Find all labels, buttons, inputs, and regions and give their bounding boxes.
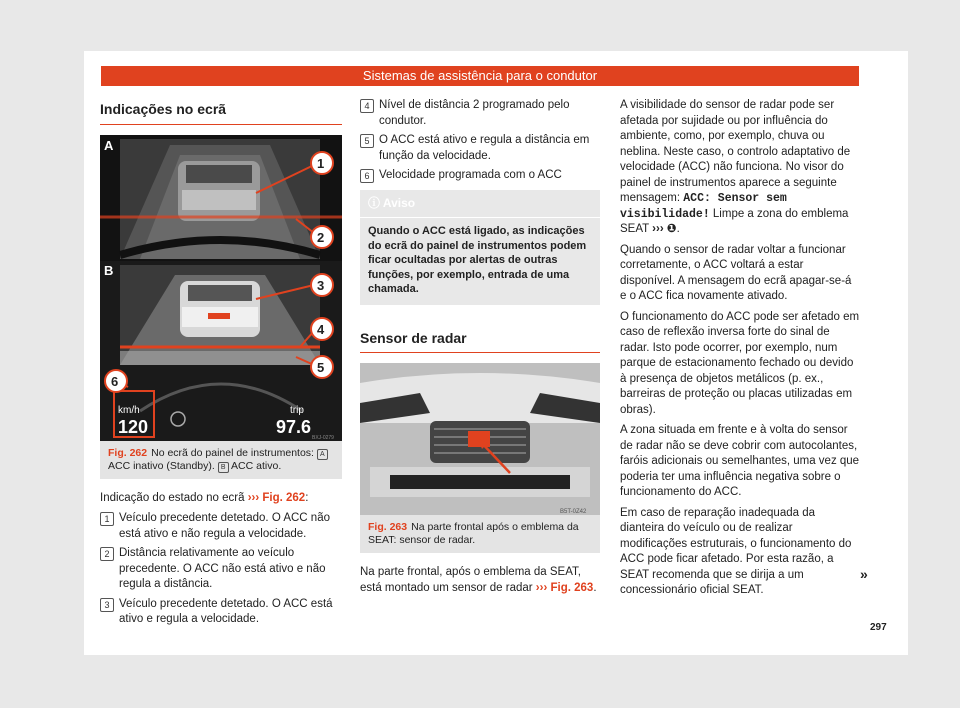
cluster-illustration: [100, 135, 342, 441]
paragraph-recovery: Quando o sensor de radar voltar a funcionar corretamente, o ACC voltará a estar disponível. A mensagem do ecrã apagar-se-á e o ACC fica novamente ativado.: [620, 243, 852, 302]
page-header: Sistemas de assistência para o condutor: [101, 66, 859, 86]
paragraph-visibility: A visibilidade do sensor de radar pode ser afetada por sujidade ou por influência do ambiente, como, por exemplo, chuva ou neblina. Neste caso, o controlo adaptativo de velocidade (ACC) não funciona. No visor do painel de instrumentos aparece a seguinte mensagem: ACC: Sensor sem visibilidade! Limpe a zona do emblema SEAT ››› ❶.: [620, 99, 851, 235]
trip-label: trip: [290, 404, 304, 416]
status-intro: Indicação do estado no ecrã ››› Fig. 262:: [100, 491, 309, 504]
figure-262: [100, 135, 342, 441]
list-item: 6 Velocidade programada com o ACC: [360, 168, 600, 184]
list-item: 3 Veículo precedente detetado. O ACC está ativo e regula a velocidade.: [100, 597, 342, 628]
svg-text:4: 4: [317, 321, 325, 337]
list-item: 4 Nível de distância 2 programado pelo condutor.: [360, 98, 600, 129]
list-item: 5 O ACC está ativo e regula a distância em função da velocidade.: [360, 133, 600, 164]
svg-text:2: 2: [317, 229, 325, 245]
info-icon: ⓘ: [368, 195, 381, 210]
figure-code: BXJ-0279: [312, 434, 334, 441]
section-title-indicacoes: Indicações no ecrã: [100, 98, 342, 125]
paragraph-coverage: A zona situada em frente e à volta do sensor de radar não se deve cobrir com autocolantes, faróis adicionais ou semelhantes, uma vez que poderia ter uma influência negativa sobre o funcionamento do ACC.: [620, 424, 860, 498]
figure-code: B5T-0Z42: [560, 509, 587, 515]
figure-263-caption: Fig. 263 Na parte frontal após o emblema da SEAT: sensor de radar.: [360, 515, 600, 553]
list-item: 1 Veículo precedente detetado. O ACC não está ativo e não regula a velocidade.: [100, 511, 342, 542]
panel-a-label: A: [104, 137, 114, 153]
paragraph-reflection: O funcionamento do ACC pode ser afetado em caso de reflexão inversa forte do sinal de radar. Isto pode ocorrer, por exemplo, num parque de estacionamento fechado ou devido à presença de objetos metálicos (p. ex., barreiras de proteção ou placas utilizadas em obras).: [620, 310, 860, 416]
column-1: [100, 98, 342, 632]
panel-b-label: B: [104, 262, 114, 278]
paragraph-repair: Em caso de reparação inadequada da dianteira do veículo ou de realizar modificações estruturais, o funcionamento do ACC pode ficar afetado. Por esta razão, a SEAT recomenda que se dirija a um concessionário oficial SEAT.: [620, 506, 852, 596]
svg-text:6: 6: [111, 373, 119, 389]
list-item: 2 Distância relativamente ao veículo precedente. O ACC não está ativo e não regula a distância.: [100, 546, 342, 593]
continue-chevron: »: [860, 566, 868, 582]
speed-value: 120: [118, 416, 149, 437]
column-3: [620, 98, 860, 604]
trip-value: 97.6: [276, 416, 312, 437]
section-title-radar: Sensor de radar: [360, 327, 600, 354]
figure-262-caption: Fig. 262 No ecrã do painel de instrumentos: A ACC inativo (Standby). B ACC ativo.: [100, 441, 342, 479]
figure-263: [360, 363, 600, 515]
column-2: [360, 98, 600, 601]
radar-intro: Na parte frontal, após o emblema da SEAT, está montado um sensor de radar ››› Fig. 263.: [360, 566, 597, 594]
car-front-illustration: [360, 363, 600, 515]
svg-text:3: 3: [317, 277, 325, 293]
svg-text:5: 5: [317, 359, 325, 375]
notice-title: ⓘ Aviso: [360, 190, 600, 219]
notice-box: [360, 190, 600, 305]
notice-text: Quando o ACC está ligado, as indicações do ecrã do painel de instrumentos podem ficar ocultadas por alertas de outras funções, por exemplo, entrada de uma chamada.: [368, 225, 587, 295]
speed-unit: km/h: [118, 404, 140, 416]
page-number: 297: [870, 622, 887, 633]
svg-text:1: 1: [317, 155, 325, 171]
